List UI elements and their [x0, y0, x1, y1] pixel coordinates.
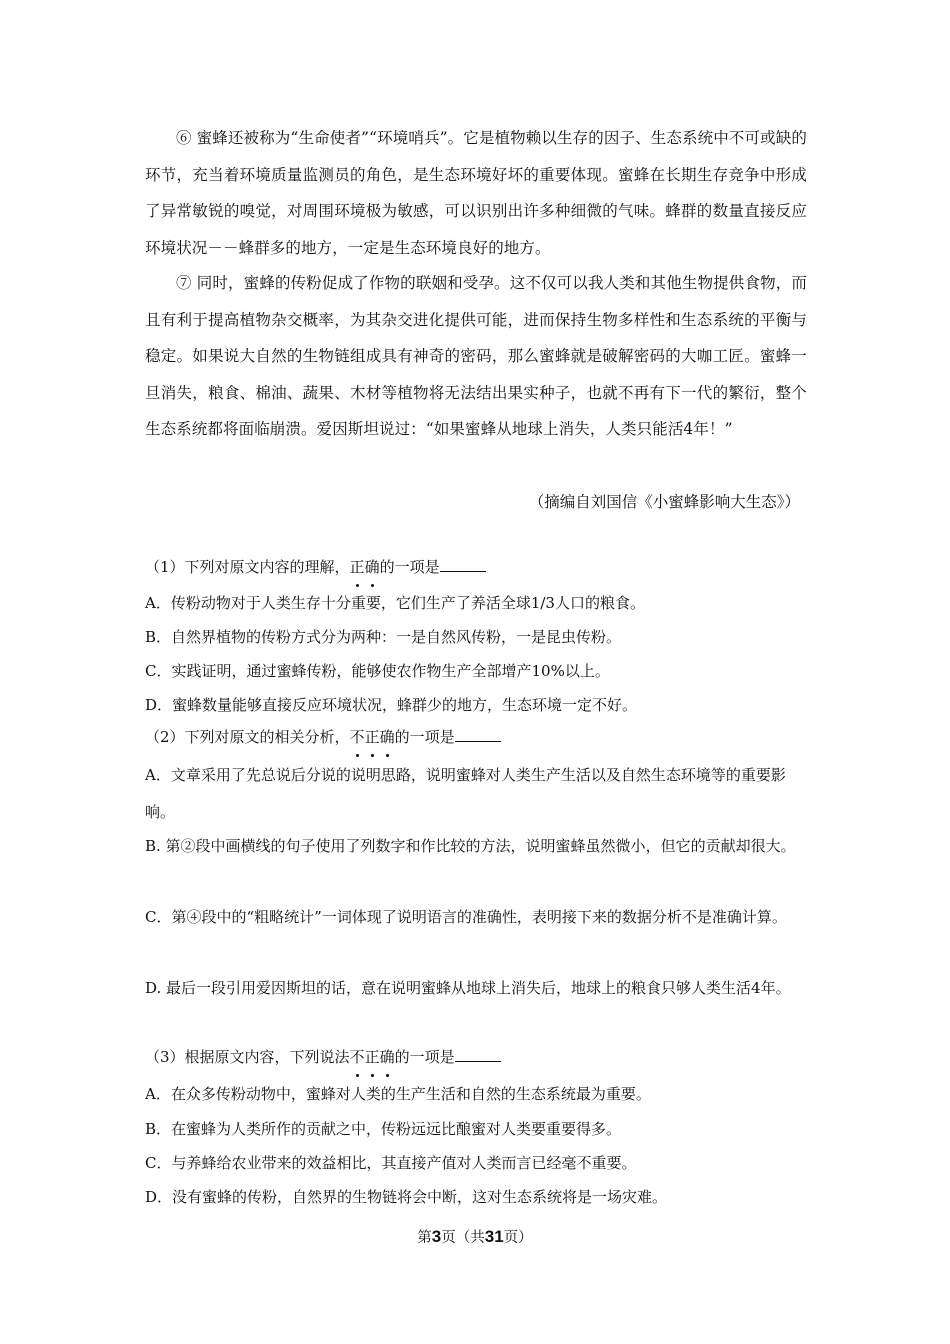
question-1-stem: （1）下列对原文内容的理解，正确的一项是: [145, 550, 815, 584]
emphasis-char: 确: [380, 720, 395, 754]
question-2-option-a: A．文章采用了先总说后分说的说明思路，说明蜜蜂对人类生产生活以及自然生态环境等的重要影响。: [145, 766, 786, 821]
emphasis-char: 正: [365, 1040, 380, 1074]
emphasis-char: 不: [350, 1040, 365, 1074]
question-1-option-d: D．蜜蜂数量能够直接反应环境状况，蜂群少的地方，生态环境一定不好。: [145, 696, 638, 714]
question-3-option-b: B．在蜜蜂为人类所作的贡献之中，传粉远远比酿蜜对人类要重要得多。: [145, 1120, 622, 1138]
article-paragraph-7: ⑦ 同时，蜜蜂的传粉促成了作物的联姻和受孕。这不仅可以我人类和其他生物提供食物，而且有利于提高植物杂交概率，为其杂交进化提供可能，进而保持生物多样性和生态系统的平衡与稳定。如果说大自然的生物链组成具有神奇的密码，那么蜜蜂就是破解密码的大咖工匠。蜜蜂一旦消失，粮食、棉油、蔬果、木材等植物将无法结出果实种子，也就不再有下一代的繁衍，整个生态系统都将面临崩溃。爱因斯坦说过：“如果蜜蜂从地球上消失，人类只能活4年！”: [145, 274, 807, 438]
question-3-option-c: C．与养蜂给农业带来的效益相比，其直接产值对人类而言已经毫不重要。: [145, 1154, 637, 1172]
question-1-option-a: A．传粉动物对于人类生存十分重要，它们生产了养活全球1/3人口的粮食。: [145, 594, 645, 612]
answer-blank[interactable]: [440, 557, 486, 572]
question-3-option-a: A．在众多传粉动物中，蜜蜂对人类的生产生活和自然的生态系统最为重要。: [145, 1085, 651, 1103]
question-3-stem: （3）根据原文内容，下列说法不正确的一项是: [145, 1040, 815, 1074]
question-2-option-c: C．第④段中的“粗略统计”一词体现了说明语言的准确性，表明接下来的数据分析不是准确计算。: [145, 908, 787, 926]
question-1-option-c: C．实践证明，通过蜜蜂传粉，能够使农作物生产全部增产10%以上。: [145, 662, 610, 680]
question-3-option-d: D．没有蜜蜂的传粉，自然界的生物链将会中断，这对生态系统将是一场灾难。: [145, 1188, 668, 1206]
page-footer: 第3页（共31页）: [417, 1227, 533, 1246]
emphasis-char: 正: [350, 550, 365, 584]
emphasis-char: 确: [365, 550, 380, 584]
emphasis-char: 确: [380, 1040, 395, 1074]
article-paragraph-6: ⑥ 蜜蜂还被称为“生命使者”“环境哨兵”。它是植物赖以生存的因子、生态系统中不可或缺的环节，充当着环境质量监测员的角色，是生态环境好坏的重要体现。蜜蜂在长期生存竞争中形成了异常敏锐的嗅觉，对周围环境极为敏感，可以识别出许多种细微的气味。蜂群的数量直接反应环境状况－－蜂群多的地方，一定是生态环境良好的地方。: [145, 129, 807, 257]
question-2-stem: （2）下列对原文的相关分析，不正确的一项是: [145, 720, 815, 754]
question-2-option-b: B. 第②段中画横线的句子使用了列数字和作比较的方法，说明蜜蜂虽然微小，但它的贡献却很大。: [145, 837, 796, 855]
current-page-number: 3: [431, 1227, 442, 1246]
question-1-option-b: B．自然界植物的传粉方式分为两种：一是自然风传粉，一是昆虫传粉。: [145, 628, 622, 646]
question-2-option-d: D. 最后一段引用爱因斯坦的话，意在说明蜜蜂从地球上消失后，地球上的粮食只够人类生活4年。: [145, 979, 791, 997]
article-source: （摘编自刘国信《小蜜蜂影响大生态》）: [528, 493, 800, 511]
emphasis-char: 不: [350, 720, 365, 754]
total-pages-number: 31: [484, 1227, 504, 1246]
answer-blank[interactable]: [455, 727, 501, 742]
answer-blank[interactable]: [455, 1047, 501, 1062]
emphasis-char: 正: [365, 720, 380, 754]
